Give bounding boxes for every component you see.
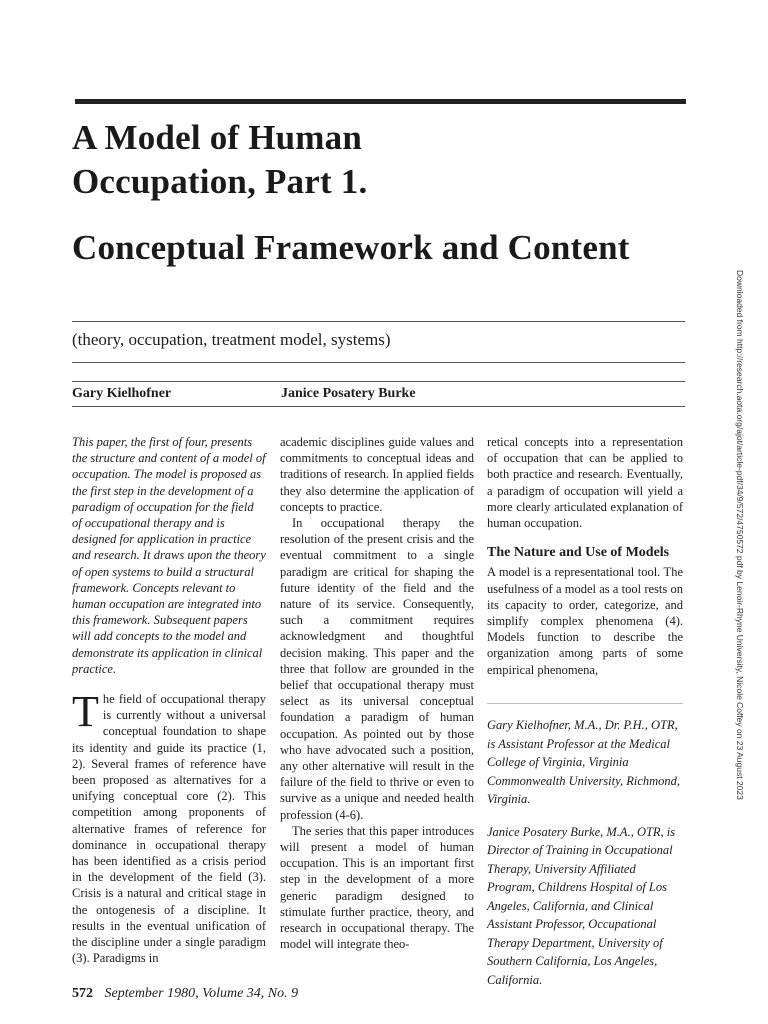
column-3: [487, 434, 683, 678]
affiliation-2: Janice Posatery Burke, M.A., OTR, is Director of Training in Occupational Therapy, University Affiliated Program, Childrens Hospital of Los Angeles, California, and Clinical Assistant Professor, Occupational Therapy Department, University of Southern California, Los Angeles, California.: [487, 824, 676, 987]
abstract: This paper, the first of four, presents the structure and content of a model of occupation. The model is proposed as the first step in the development of a paradigm of occupation for the field of occupational therapy and is designed for application in practice and research. It draws upon the theory of open systems to build a structural framework. Concepts relevant to human occupation are integrated into this framework. Subsequent papers will add concepts to the model and demonstrate its application in clinical practice.: [72, 435, 266, 676]
drop-cap: T: [72, 687, 99, 737]
page-number: 572: [72, 986, 93, 1001]
author-affiliations: [487, 716, 683, 1003]
affiliation-1: Gary Kielhofner, M.A., Dr. P.H., OTR, is Assistant Professor at the Medical College of Virginia, Virginia Commonwealth University, Richmond, Virginia.: [487, 718, 681, 806]
subtitle: Conceptual Framework and Content: [72, 228, 630, 267]
paragraph: academic disciplines guide values and commitments to conceptual ideas and traditions of research. In applied fields they also determine the application of concepts to practice.: [280, 435, 474, 514]
authors-rule-top: [72, 381, 685, 382]
section-heading: The Nature and Use of Models: [487, 545, 670, 561]
author-2: Janice Posatery Burke: [281, 386, 416, 401]
journal-citation: September 1980, Volume 34, No. 9: [104, 986, 299, 1001]
author-1: Gary Kielhofner: [72, 386, 172, 401]
column-1: [72, 434, 266, 967]
title-line-1: A Model of Human: [72, 118, 363, 157]
paragraph-intro: he field of occupational therapy is currently without a universal conceptual foundation to shape its identity and guide its practice (1, 2). Several frames of reference have been proposed as alternatives for a unifying conceptual core (2). This competition among proponents of alternative frames of reference for dominance in occupational therapy has been identified as a crisis period in the development of the field (3). Crisis is a natural and critical stage in the ontogenesis of a discipline. It results in the eventual unification of the discipline under a single paradigm (3). Paradigms in: [72, 692, 266, 966]
paragraph: In occupational therapy the resolution of the present crisis and the eventual commitment to a single paradigm are critical for shaping the future identity of the field and the nature of its service. Consequently, such a commitment requires acknowledgment and thoughtful decision making. This paper and the three that follow are grounded in the belief that occupational therapy must select as its universal conceptual foundation a paradigm of human occupation. As pointed out by those who have advocated such a position, any other alternative will result in the failure of the field to thrive or even to survive as a unique and needed health profession (4-6).: [280, 516, 474, 822]
top-rule: [75, 99, 686, 104]
keywords-rule-bottom: [72, 362, 685, 363]
paragraph: retical concepts into a representation of occupation that can be applied to both practice and research. Eventually, a paradigm of occupation will yield a more clearly articulated explanation of human occupation.: [487, 435, 683, 531]
paragraph: A model is a representational tool. The usefulness of a model as a tool rests on its capacity to order, categorize, and simplify complex phenomena (4). Models function to describe the organization among parts of some empirical phenomena,: [487, 565, 683, 677]
column-2: [280, 434, 474, 953]
download-notice: Downloaded from http://research.aota.org/ajot/article-pdf/34/9/572/4750572 pdf by Lenoir-Rhyne University, Nicole Coffey on 23 August 2023: [735, 270, 745, 800]
authors-rule-bottom: [72, 406, 685, 407]
paragraph: The series that this paper introduces will present a model of human occupation. This is an important first step in the development of a more generic paradigm designed to stimulate further practice, theory, and research in occupational therapy. The model will integrate theo-: [280, 823, 474, 952]
keywords: (theory, occupation, treatment model, systems): [72, 330, 391, 349]
keywords-rule-top: [72, 321, 685, 322]
title-line-2: Occupation, Part 1.: [72, 162, 368, 201]
page-footer: [72, 986, 298, 1002]
affiliation-rule: [487, 703, 683, 704]
